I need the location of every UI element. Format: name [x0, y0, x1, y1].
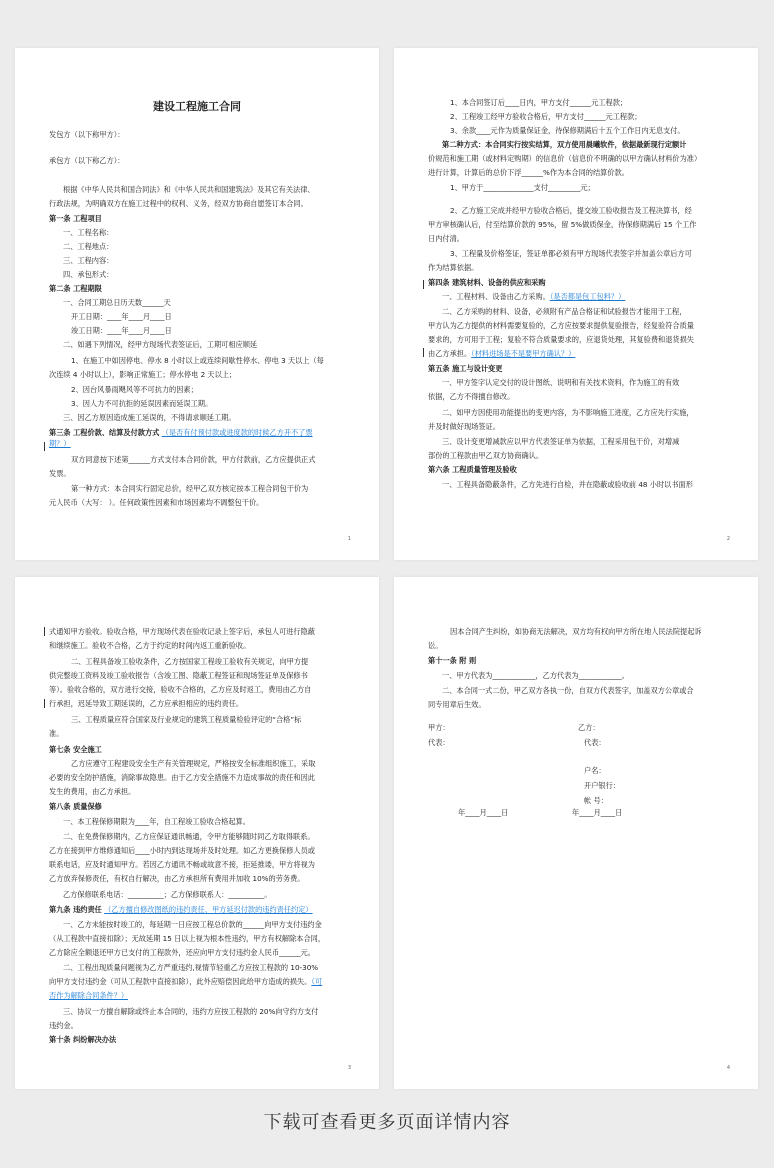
text-line: 二、本合同一式二份，甲乙双方各执一份，自双方代表签字，加盖双方公章或合 [442, 686, 694, 695]
text-line: 和继续施工。验收不合格，乙方于约定的时间内返工重新验收。 [49, 641, 251, 650]
text-line: 违约金。 [49, 1021, 78, 1030]
text-line: 二、如甲方因使用功能提出的变更内容，为不影响施工进度，乙方应先行实施， [442, 408, 694, 417]
text-line: 供完整竣工资料及竣工验收报告（含竣工图、隐蔽工程签证和现场签证单及保修书 [49, 671, 308, 680]
text-line: 三、工程质量应符合国家及行业规定的建筑工程质量检验评定的“合格”标 [71, 715, 302, 724]
text-line: 讼。 [428, 641, 443, 650]
page-number: 1 [347, 536, 351, 542]
article-heading: 第九条 违约责任 [49, 905, 102, 914]
text-line: 三、因乙方原因造成施工延误的，不得请求顺延工期。 [63, 413, 236, 422]
text-line-with-comment [428, 292, 728, 302]
text-line: 由乙方承担。 [428, 349, 472, 358]
text-line: 联系电话，应及时通知甲方。若因乙方通讯不畅或故意不接，拒延推诿，甲方将视为 [49, 860, 315, 869]
download-more-caption: 下载可查看更多页面详情内容 [263, 1112, 511, 1133]
text-line: 双方同意按下述第______方式支付本合同价款，甲方付款前，乙方应提供正式 [71, 455, 316, 464]
text-line: 根据《中华人民共和国合同法》和《中华人民共和国建筑法》及其它有关法律、 [63, 185, 315, 194]
article-heading-row [49, 428, 349, 438]
text-line: 2、因台风暴雨飓风等不可抗力的因素； [71, 385, 198, 394]
text-line: 依据，乙方不得擅自修改。 [428, 392, 515, 401]
document-page-4 [394, 577, 758, 1089]
article-heading: 第六条 工程质量管理及验收 [428, 465, 517, 474]
page-number: 3 [347, 1065, 351, 1071]
review-comment: （是否有付预付款或进度款的时候乙方开不了票 [161, 428, 313, 437]
review-comment: （乙方擅自修改图纸的违约责任、甲方延迟付款的违约责任约定） [104, 905, 313, 914]
article-heading: 第一条 工程项目 [49, 214, 102, 223]
text-line: 一、工程材料、设备由乙方采购。 [442, 292, 550, 301]
text-line: 1、在施工中如因停电、停水 8 小时以上或连续间歇性停水、停电 3 天以上（每 [71, 356, 324, 365]
text-line: 次连续 4 小时以上），影响正常施工；停水停电 2 天以上； [49, 370, 237, 379]
text-line: 二、工程地点： [63, 242, 114, 251]
contract-title: 建设工程施工合同 [153, 100, 241, 113]
text-line: 1、本合同签订后____日内，甲方支付______元工程款； [450, 98, 628, 107]
article-heading: 第二条 工程期限 [49, 284, 102, 293]
party-a-date: 年____月____日 [458, 808, 509, 817]
text-line: 因本合同产生纠纷，如协商无法解决，双方均有权向甲方所在地人民法院提起诉 [450, 627, 702, 636]
text-line: （从工程款中直接扣除）；无故延期 15 日以上视为根本性违约，甲方有权解除本合同， [49, 934, 326, 943]
text-line: 甲方认为乙方提供的材料需要复验的，乙方应按要求提供复验报告，经复验符合质量 [428, 321, 694, 330]
review-comment: （是否都是包工包料？） [549, 292, 626, 301]
text-line: 发生的费用，由乙方承担。 [49, 787, 136, 796]
party-b-date: 年____月____日 [572, 808, 623, 817]
article-heading-row [49, 905, 349, 915]
page-number: 4 [726, 1065, 730, 1071]
text-line: 第一种方式：本合同实行固定总价，经甲乙双方核定按本工程合同包干价为 [71, 484, 309, 493]
text-line: 四、承包形式： [63, 270, 114, 279]
text-line: 二、工程具备竣工验收条件，乙方按国家工程竣工验收有关规定，向甲方提 [71, 657, 309, 666]
text-line: 二、在免费保修期内，乙方应保证通讯畅通，令甲方能够随时同乙方取得联系。 [63, 832, 315, 841]
document-page-1 [15, 48, 379, 560]
text-line: 发包方（以下称甲方）： [49, 130, 125, 139]
document-page-3 [15, 577, 379, 1089]
review-comment: （可 [311, 977, 323, 986]
review-comment: （材料进场是不是要甲方确认？） [471, 349, 576, 358]
article-heading: 第四条 建筑材料、设备的供应和采购 [428, 278, 546, 287]
text-line-with-comment [428, 349, 728, 359]
text-line: 要求的，方可用于工程；复验不符合质量要求的，应退货处理，其复验费和退货损失 [428, 335, 694, 344]
text-line: 部份的工程款由甲乙双方协商确认。 [428, 451, 544, 460]
text-line: 乙方放弃保修责任，有权自行解决，由乙方承担所有费用并加收 10%的劳务费。 [49, 874, 305, 883]
edit-mark [44, 442, 45, 451]
text-line: 开工日期：____年____月____日 [71, 312, 172, 321]
text-line: 一、甲方代表为____________，乙方代表为____________。 [442, 671, 629, 680]
review-comment: 否作为解除合同条件？） [49, 991, 129, 1000]
text-line: 乙方在接到甲方维修通知后____小时内到达现场并及时处理。如乙方更换保修人员或 [49, 846, 315, 855]
text-line: 等）。验收合格的，双方进行交接，验收不合格的，乙方应及时返工，费用由乙方自 [49, 685, 312, 694]
text-line: 一、本工程保修期限为____年，自工程竣工验收合格起算。 [63, 817, 250, 826]
text-line: 进行计算，计算后的总价下浮______%作为本合同的结算价款。 [428, 168, 629, 177]
article-heading: 第十条 纠纷解决办法 [49, 1035, 117, 1044]
text-line: 承包方（以下称乙方）： [49, 156, 125, 165]
article-heading: 第十一条 附 则 [428, 656, 477, 665]
text-line: 一、甲方签字认定交付的设计图纸、说明和有关技术资料，作为施工的有效 [442, 378, 680, 387]
text-line-with-comment [49, 977, 349, 987]
article-heading: 第三条 工程价款、结算及付款方式 [49, 428, 160, 437]
text-line: 二、工程出现质量问题视为乙方严重违约,视情节轻重乙方应按工程款的 10-30% [63, 963, 319, 972]
party-b-label: 乙方： [578, 723, 600, 732]
text-line: 行政法规，为明确双方在施工过程中的权利、义务，经双方协商自愿签订本合同。 [49, 199, 308, 208]
text-line: 甲方审核确认后，付至结算价款的 95%，留 5%做质保金，待保修期满后 15 个工作 [428, 220, 697, 229]
text-line: 3、工程量及价格签证，签证单都必须有甲方现场代表签字并加盖公章后方可 [450, 249, 692, 258]
text-line: 三、设计变更增减款应以甲方代表签证单为依据，工程采用包干价，对增减 [442, 437, 680, 446]
bank-label: 开户银行： [584, 781, 620, 790]
text-line: 式通知甲方验收。验收合格，甲方现场代表在验收记录上签字后，承包人可进行隐蔽 [49, 627, 315, 636]
text-line: 3、因人力不可抗拒的延误因素而延误工期。 [71, 399, 213, 408]
edit-mark [44, 699, 45, 708]
text-line: 3、余款____元作为质量保证金，待保修期满后十五个工作日内无息支付。 [450, 126, 685, 135]
document-page-2 [394, 48, 758, 560]
text-line: 行承担，迟延导致工期延误的，乙方应承担相应的违约责任。 [49, 699, 244, 708]
text-line: 一、工程具备隐蔽条件，乙方先进行自检，并在隐蔽或验收前 48 小时以书面形 [442, 480, 693, 489]
text-line: 乙方除应全额退还甲方已支付的工程款外，还应向甲方支付违约金人民币______元。 [49, 948, 315, 957]
account-number-label: 帐 号： [584, 796, 608, 805]
text-line: 第二种方式：本合同实行按实结算，双方使用晨曦软件，依据最新现行定额计 [442, 140, 687, 149]
text-line: 元人民币（大写： ）。任何政策性因素和市场因素均不调整包干价。 [49, 498, 264, 507]
article-heading: 第五条 施工与设计变更 [428, 364, 503, 373]
review-comment: 期？） [49, 439, 71, 448]
text-line: 日内付清。 [428, 234, 464, 243]
article-heading: 第八条 质量保修 [49, 802, 102, 811]
edit-mark [423, 348, 424, 357]
text-line: 竣工日期：____年____月____日 [71, 326, 172, 335]
party-a-label: 甲方： [428, 723, 450, 732]
text-line: 二、如遇下列情况，经甲方现场代表签证后，工期可相应顺延 [63, 340, 258, 349]
text-line: 三、协议一方擅自解除或终止本合同的，违约方应按工程款的 20%向守约方支付 [63, 1007, 319, 1016]
text-line: 发票。 [49, 469, 71, 478]
text-line: 并及时做好现场签证。 [428, 422, 500, 431]
text-line: 价规范和施工期（或材料定购期）的信息价（信息价不明确的以甲方确认材料价为准） [428, 154, 702, 163]
article-heading: 第七条 安全施工 [49, 745, 102, 754]
text-line: 2、工程竣工经甲方验收合格后，甲方支付______元工程款； [450, 112, 642, 121]
text-line: 乙方应遵守工程建设安全生产有关管理规定，严格按安全标准组织施工，采取 [71, 759, 316, 768]
text-line: 乙方保修联系电话：__________；乙方保修联系人：__________。 [63, 890, 272, 899]
account-name-label: 户名： [584, 766, 606, 775]
edit-mark [423, 280, 424, 289]
text-line: 同专用章后生效。 [428, 700, 486, 709]
party-a-representative-label: 代表： [428, 738, 450, 747]
text-line: 一、工程名称： [63, 228, 114, 237]
edit-mark [44, 627, 45, 636]
text-line: 必要的安全防护措施，消除事故隐患。由于乙方安全措施不力造成事故的责任和因此 [49, 773, 315, 782]
text-line: 一、乙方未能按时竣工的，每延期一日应按工程总价款的______向甲方支付违约金 [63, 920, 322, 929]
text-line: 一、合同工期总日历天数______天 [63, 298, 171, 307]
text-line: 向甲方支付违约金（可从工程款中直接扣除），此外应赔偿因此给甲方造成的损失。 [49, 977, 312, 986]
text-line: 1、甲方于______________支付_________元； [450, 183, 595, 192]
text-line: 2、乙方施工完成并经甲方验收合格后，提交竣工验收报告及工程决算书，经 [450, 206, 692, 215]
party-b-representative-label: 代表： [584, 738, 606, 747]
page-number: 2 [726, 536, 730, 542]
text-line: 二、乙方采购的材料、设备，必须附有产品合格证和试验报告才能用于工程， [442, 307, 687, 316]
text-line: 准。 [49, 729, 64, 738]
text-line: 作为结算依据。 [428, 263, 479, 272]
text-line: 三、工程内容： [63, 256, 114, 265]
